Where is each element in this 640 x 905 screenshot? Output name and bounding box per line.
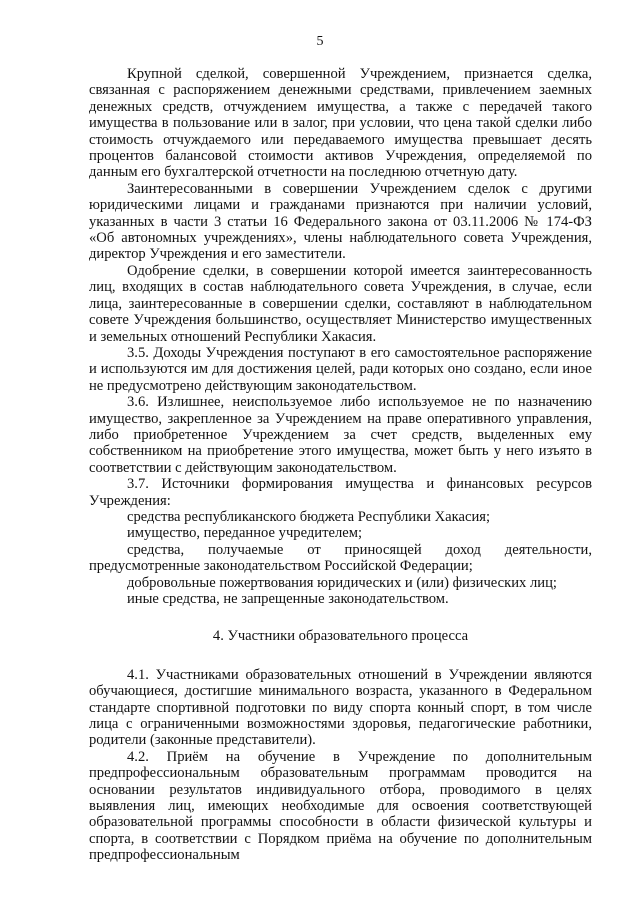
list-item: имущество, переданное учредителем; xyxy=(127,525,363,542)
paragraph-interested-parties: Заинтересованными в совершении Учреждением сделок с другими юридическими лицами и гражданами признаются при наличии условий, указанных в части 3 статьи 16 Федерального закона от 03.11.2006 № 174-ФЗ «Об автономных учреждениях», члены наблюдательного совета Учреждения, директор Учреждения и его заместители. xyxy=(89,180,592,263)
paragraph-transaction-approval: Одобрение сделки, в совершении которой имеется заинтересованность лиц, входящих в состав наблюдательного совета Учреждения, в случае, если лица, заинтересованные в совершении сделки, составляют в наблюдательном совете Учреждения большинство, осуществляет Министерство имущественных и земельных отношений Республики Хакасия. xyxy=(89,262,592,345)
list-item: добровольные пожертвования юридических и (или) физических лиц; xyxy=(127,574,557,591)
paragraph-major-transaction: Крупной сделкой, совершенной Учреждением, признается сделка, связанная с распоряжением денежными средствами, привлечением заемных денежных средств, отчуждением имущества, а также с передачей такого имущества в пользование или в залог, при условии, что цена такой сделки либо стоимость отчуждаемого или передаваемого имущества превышает десять процентов балансовой стоимости активов Учреждения, определяемой по данным его бухгалтерской отчетности на последнюю отчетную дату. xyxy=(89,66,592,181)
page-number: 5 xyxy=(316,34,324,49)
list-item: средства, получаемые от приносящей доход деятельности, предусмотренные законодательством Российской Федерации; xyxy=(89,541,592,575)
paragraph-4-1: 4.1. Участниками образовательных отношений в Учреждении являются обучающиеся, достигшие минимального возраста, указанного в Федеральном стандарте спортивной подготовки по виду спорта конный спорт, в том числе лица с ограниченными возможностями здоровья, педагогические работники, родители (законные представители). xyxy=(89,666,592,749)
paragraph-3-5: 3.5. Доходы Учреждения поступают в его самостоятельное распоряжение и используются им для достижения целей, ради которых оно создано, если иное не предусмотрено действующим законодательством. xyxy=(89,344,592,394)
paragraph-3-7: 3.7. Источники формирования имущества и финансовых ресурсов Учреждения: xyxy=(89,476,592,509)
paragraph-4-2: 4.2. Приём на обучение в Учреждение по дополнительным предпрофессиональным образовательным программам проводится на основании результатов индивидуального отбора, проводимого в целях выявления лиц, имеющих необходимые для освоения соответствующей образовательной программы способности в области физической культуры и спорта, в соответствии с Порядком приёма на обучение по дополнительным предпрофессиональным xyxy=(89,748,592,864)
document-body xyxy=(89,66,592,864)
paragraph-3-6: 3.6. Излишнее, неиспользуемое либо используемое не по назначению имущество, закрепленное за Учреждением на праве оперативного управления, либо приобретенное Учреждением за счет средств, выделенных ему собственником на приобретение этого имущества, может быть у него изъято в соответствии с действующим законодательством. xyxy=(89,394,592,476)
list-item: средства республиканского бюджета Республики Хакасия; xyxy=(127,508,491,525)
section-heading: 4. Участники образовательного процесса xyxy=(212,628,469,645)
list-item: иные средства, не запрещенные законодательством. xyxy=(127,591,449,607)
